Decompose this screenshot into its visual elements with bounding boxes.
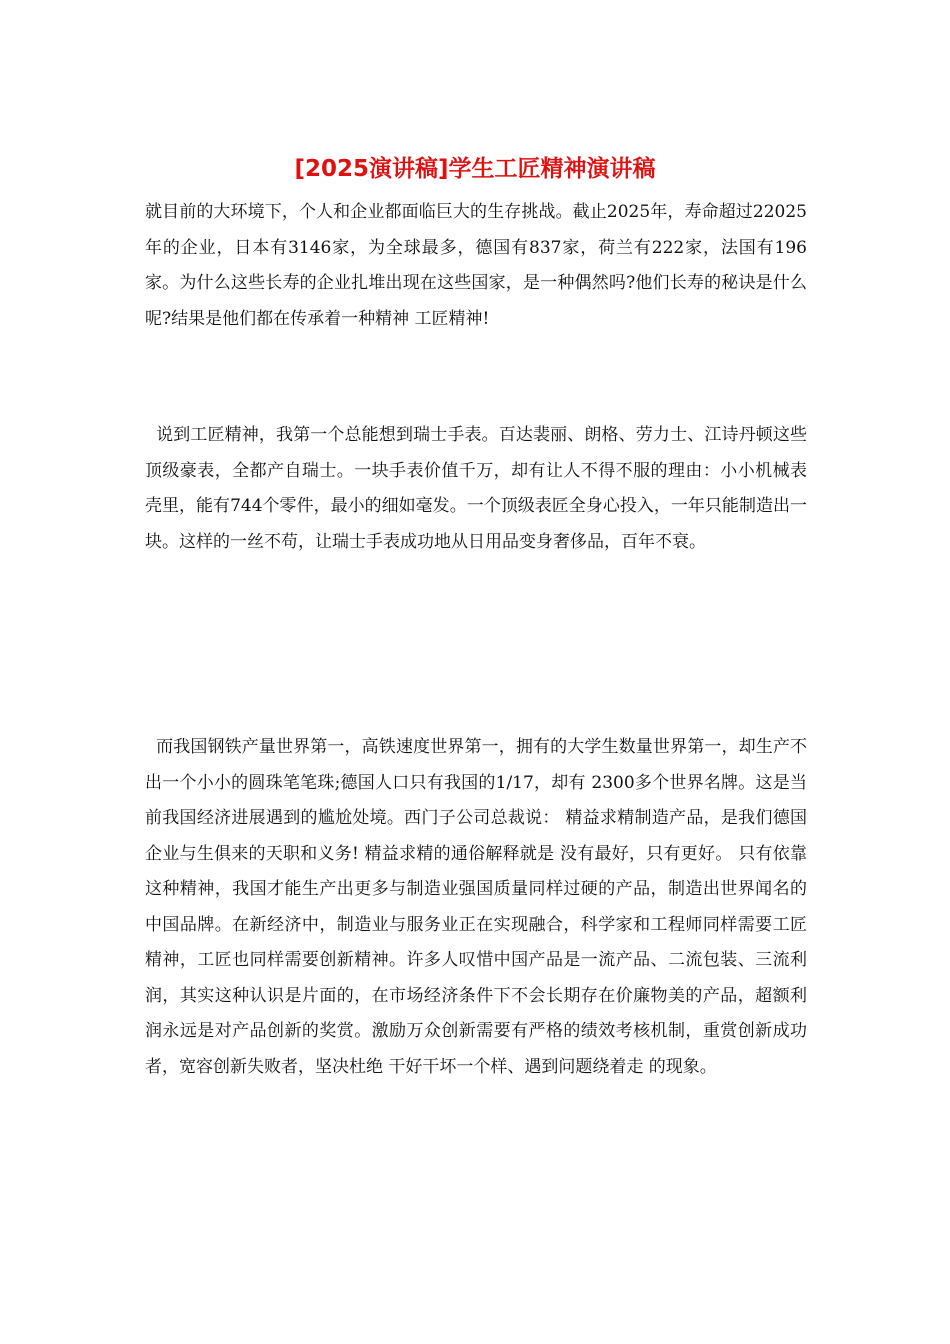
document-title: [2025演讲稿]学生工匠精神演讲稿 bbox=[294, 156, 656, 182]
paragraph-2: 说到工匠精神，我第一个总能想到瑞士手表。百达裴丽、朗格、劳力士、江诗丹顿这些顶级豪表，全都产自瑞士。一块手表价值千万，却有让人不得不服的理由：小小机械表壳里，能有744个零件，最小的细如毫发。一个顶级表匠全身心投入，一年只能制造出一块。这样的一丝不苟，让瑞士手表成功地从日用品变身奢侈品，百年不衰。 bbox=[145, 425, 807, 552]
paragraph-1: 就目前的大环境下，个人和企业都面临巨大的生存挑战。截止2025年，寿命超过22025年的企业，日本有3146家，为全球最多，德国有837家，荷兰有222家，法国有196家。为什么这些长寿的企业扎堆出现在这些国家，是一种偶然吗?他们长寿的秘诀是什么呢?结果是他们都在传承着一种精神 工匠精神! bbox=[145, 202, 807, 329]
paragraph-3: 而我国钢铁产量世界第一，高铁速度世界第一，拥有的大学生数量世界第一，却生产不出一个小小的圆珠笔笔珠;德国人口只有我国的1/17，却有 2300多个世界名牌。这是当前我国经济进展遇到的尴尬处境。西门子公司总裁说： 精益求精制造产品，是我们德国企业与生俱来的天职和义务! 精益求精的通俗解释就是 没有最好，只有更好。 只有依靠这种精神，我国才能生产出更多与制造业强国质量同样过硬的产品，制造出世界闻名的中国品牌。在新经济中，制造业与服务业正在实现融合，科学家和工程师同样需要工匠精神，工匠也同样需要创新精神。许多人叹惜中国产品是一流产品、二流包装、三流利润，其实这种认识是片面的，在市场经济条件下不会长期存在价廉物美的产品，超额利润永远是对产品创新的奖赏。激励万众创新需要有严格的绩效考核机制，重赏创新成功者，宽容创新失败者，坚决杜绝 干好干坏一个样、遇到问题绕着走 的现象。 bbox=[145, 737, 807, 1077]
